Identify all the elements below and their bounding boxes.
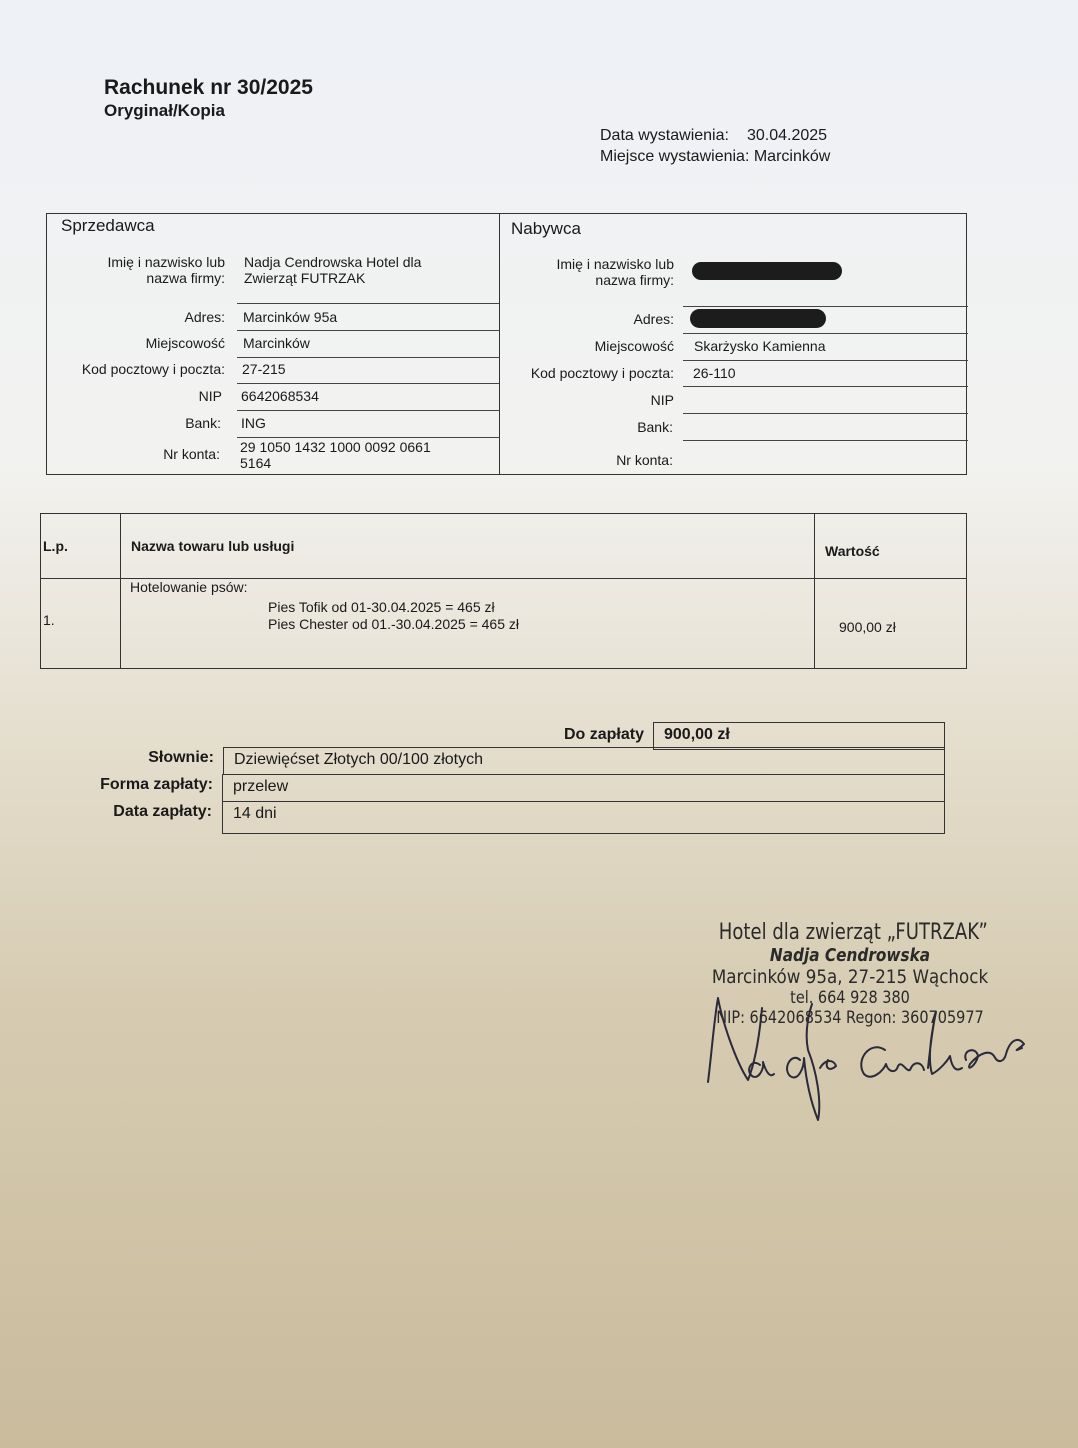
rule	[237, 357, 499, 358]
col-divider	[120, 514, 121, 668]
buyer-account-label: Nr konta:	[616, 452, 673, 468]
rule	[237, 303, 499, 304]
rule	[237, 330, 499, 331]
method-label: Forma zapłaty:	[100, 776, 213, 793]
due-value: 14 dni	[222, 801, 945, 834]
due-label: Data zapłaty:	[113, 803, 212, 820]
seller-nip: 6642068534	[241, 388, 319, 404]
seller-address-label: Adres:	[184, 309, 225, 325]
stamp-line-2: Nadja Cendrowska	[769, 945, 931, 966]
invoice-title: Rachunek nr 30/2025	[104, 76, 313, 99]
seller-postal: 27-215	[242, 361, 286, 377]
row-value: 900,00 zł	[839, 619, 896, 635]
row-line-1: Pies Tofik od 01-30.04.2025 = 465 zł	[268, 599, 495, 615]
issue-date-label: Data wystawienia:	[600, 127, 729, 144]
row-name: Hotelowanie psów:	[130, 579, 248, 595]
stamp-line-4: tel. 664 928 380	[790, 988, 910, 1008]
col-name-header: Nazwa towaru lub usługi	[131, 538, 295, 554]
issue-date: 30.04.2025	[746, 127, 828, 144]
rule	[683, 440, 968, 441]
method-value: przelew	[222, 774, 945, 802]
to-pay-label: Do zapłaty	[563, 726, 644, 743]
buyer-postal-label: Kod pocztowy i poczta:	[530, 365, 674, 381]
buyer-heading: Nabywca	[511, 219, 581, 238]
seller-bank: ING	[241, 415, 266, 431]
seller-heading: Sprzedawca	[61, 216, 155, 235]
redaction-bar	[690, 309, 826, 328]
issue-place-label: Miejsce wystawienia:	[600, 148, 750, 165]
buyer-city: Skarżysko Kamienna	[694, 338, 826, 354]
copy-label: Oryginał/Kopia	[104, 101, 225, 120]
seller-city: Marcinków	[243, 335, 310, 351]
seller-account-label: Nr konta:	[163, 446, 220, 462]
rule	[683, 413, 968, 414]
rule	[237, 410, 499, 411]
to-pay-value: 900,00 zł	[653, 722, 945, 750]
col-value-header: Wartość	[825, 543, 880, 559]
stamp-line-3: Marcinków 95a, 27-215 Wąchock	[711, 966, 989, 988]
handwritten-signature	[700, 990, 1040, 1130]
words-label: Słownie:	[148, 749, 214, 766]
seller-address: Marcinków 95a	[243, 309, 338, 325]
parties-table	[46, 213, 967, 475]
buyer-name-label: Imię i nazwisko lub nazwa firmy:	[556, 256, 674, 288]
words-value: Dziewięćset Złotych 00/100 złotych	[223, 747, 945, 775]
buyer-postal: 26-110	[693, 365, 736, 381]
col-lp-header: L.p.	[43, 538, 68, 554]
buyer-city-label: Miejscowość	[594, 338, 674, 354]
parties-divider	[499, 214, 500, 474]
rule	[683, 386, 968, 387]
rule	[237, 383, 499, 384]
seller-nip-label: NIP	[198, 388, 222, 404]
rule	[237, 437, 499, 438]
issue-place: Marcinków	[753, 148, 831, 165]
seller-account: 29 1050 1432 1000 0092 0661 5164	[240, 439, 431, 471]
seller-name: Nadja Cendrowska Hotel dla Zwierząt FUTRZAK	[244, 254, 422, 286]
buyer-address-label: Adres:	[633, 311, 674, 327]
stamp-line-5: NIP: 6642068534 Regon: 360705977	[716, 1008, 984, 1028]
issue-meta	[600, 125, 830, 167]
seller-name-label: Imię i nazwisko lub nazwa firmy:	[107, 254, 225, 286]
stamp-line-1: Hotel dla zwierząt „FUTRZAK”	[718, 920, 988, 945]
rule	[683, 333, 968, 334]
row-lp: 1.	[43, 612, 55, 628]
buyer-bank-label: Bank:	[637, 419, 673, 435]
seller-city-label: Miejscowość	[145, 335, 225, 351]
redaction-bar	[692, 262, 842, 280]
seller-postal-label: Kod pocztowy i poczta:	[81, 361, 225, 377]
rule	[683, 306, 968, 307]
rule	[683, 360, 968, 361]
row-line-2: Pies Chester od 01.-30.04.2025 = 465 zł	[268, 616, 520, 632]
items-table	[40, 513, 967, 669]
buyer-nip-label: NIP	[650, 392, 674, 408]
col-divider	[814, 514, 815, 668]
seller-bank-label: Bank:	[185, 415, 221, 431]
